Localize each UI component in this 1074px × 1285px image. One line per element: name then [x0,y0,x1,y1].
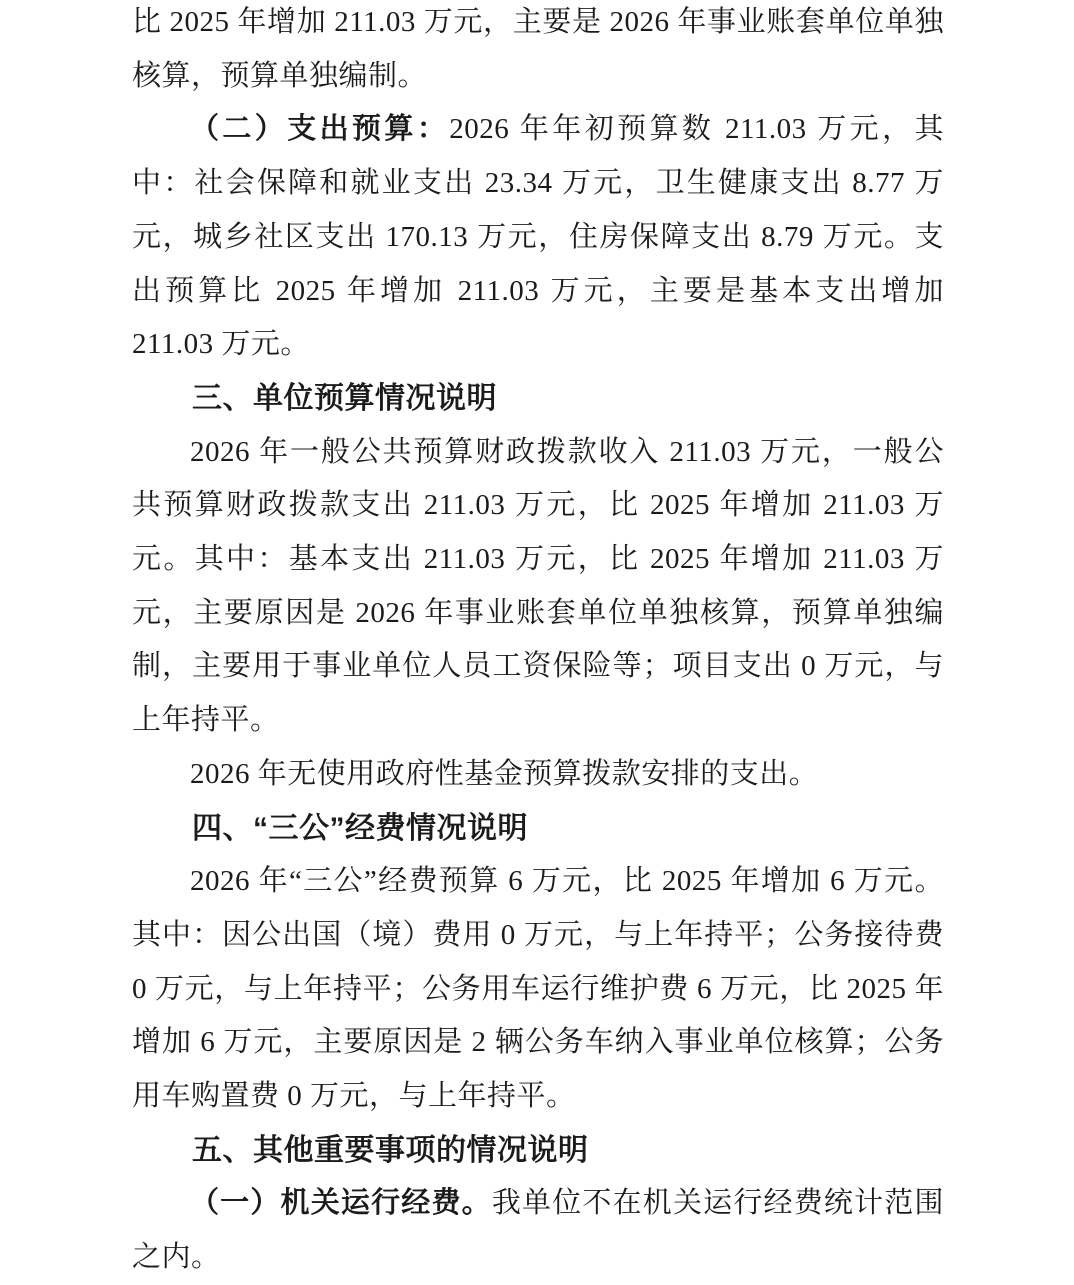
paragraph-expenditure-budget-text: 2026 年年初预算数 211.03 万元，其中：社会保障和就业支出 23.34 万元，卫生健康支出 8.77 万元，城乡社区支出 170.13 万元，住房保障支出 8.79 万元。支出预算比 2025 年增加 211.03 万元，主要是基本支出增加 211.03 万元。 [132,113,944,361]
paragraph-expenditure-budget-lead: （二）支出预算： [190,113,450,146]
document-content [132,0,944,1285]
paragraph-agency-operating-expense-text: 我单位不在机关运行经费统计范围之内。 [132,1187,944,1274]
paragraph-carryover-revenue: 比 2025 年增加 211.03 万元，主要是 2026 年事业账套单位单独核算，预算单独编制。 [132,6,944,92]
heading-section-four-three-public-funds: 四、“三公”经费情况说明 [192,811,528,845]
paragraph-agency-operating-expense-lead: （一）机关运行经费。 [190,1187,492,1220]
paragraph-unit-budget-detail: 2026 年一般公共预算财政拨款收入 211.03 万元，一般公共预算财政拨款支出 211.03 万元，比 2025 年增加 211.03 万元。其中：基本支出 211.03 万元，比 2025 年增加 211.03 万元，主要原因是 2026 年事业账套单位单独核算，预算单独编制，主要用于事业单位人员工资保险等；项目支出 0 万元，与上年持平。 [132,435,944,737]
heading-section-three-unit-budget: 三、单位预算情况说明 [192,381,497,415]
paragraph-expenditure-budget [132,103,944,372]
paragraph-three-public-funds-detail: 2026 年“三公”经费预算 6 万元，比 2025 年增加 6 万元。其中：因公出国（境）费用 0 万元，与上年持平；公务接待费 0 万元，与上年持平；公务用车运行维护费 6 万元，比 2025 年增加 6 万元，主要原因是 2 辆公务车纳入事业单位核算；公务用车购置费 0 万元，与上年持平。 [132,865,944,1113]
heading-section-five-other-matters: 五、其他重要事项的情况说明 [192,1133,589,1167]
paragraph-government-fund: 2026 年无使用政府性基金预算拨款安排的支出。 [190,757,819,790]
paragraph-agency-operating-expense [132,1177,944,1284]
